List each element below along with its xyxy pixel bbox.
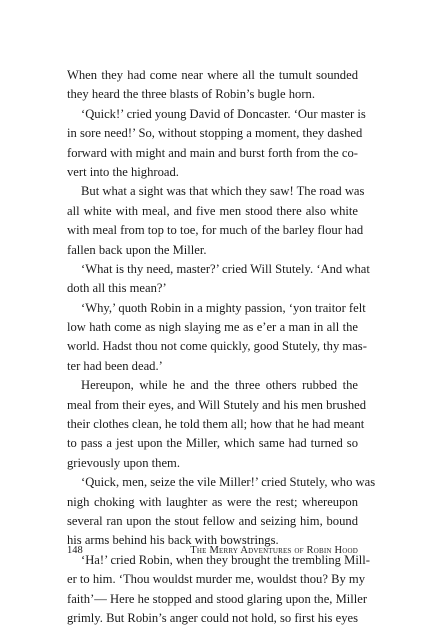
text-line: forward with might and main and burst forth from the co- bbox=[67, 145, 358, 160]
text-line: er to him. ‘Thou wouldst murder me, wouldst thou? By my bbox=[67, 572, 366, 587]
text-line: ‘Quick, men, seize the vile Miller!’ cried Stutely, who was bbox=[81, 475, 376, 490]
text-line: grimly. But Robin’s anger could not hold, so first his eyes bbox=[67, 610, 358, 625]
text-line: low hath come as nigh slaying me as e’er a man in all the bbox=[67, 320, 358, 335]
text-line: grievously upon them. bbox=[67, 455, 180, 470]
text-line: their clothes clean, he told them all; how that he had meant bbox=[67, 417, 365, 432]
text-line: ‘Why,’ quoth Robin in a mighty passion, ‘yon traitor felt bbox=[81, 300, 366, 315]
text-line: fallen back upon the Miller. bbox=[67, 242, 207, 257]
text-line: Hereupon, while he and the three others rubbed the bbox=[81, 378, 358, 393]
text-line: ‘Quick!’ cried young David of Doncaster. ‘Our master is bbox=[81, 106, 366, 121]
text-line: several ran upon the stout fellow and seizing him, bound bbox=[67, 513, 358, 528]
text-line: faith’— Here he stopped and stood glaring upon the, Miller bbox=[67, 591, 368, 606]
text-line: nigh choking with laughter as were the rest; whereupon bbox=[67, 494, 358, 509]
page-number: 148 bbox=[67, 545, 83, 556]
text-line: ‘Ha!’ cried Robin, when they brought the trembling Mill- bbox=[81, 552, 371, 567]
text-line: with meal from top to toe, for much of the barley flour had bbox=[67, 223, 364, 238]
text-line: all white with meal, and five men stood there also white bbox=[67, 203, 358, 218]
running-title: The Merry Adventures of Robin Hood bbox=[190, 545, 358, 556]
text-line: But what a sight was that which they saw! The road was bbox=[81, 184, 365, 199]
text-line: ‘What is thy need, master?’ cried Will Stutely. ‘And what bbox=[81, 261, 370, 276]
text-line: in sore need!’ So, without stopping a moment, they dashed bbox=[67, 126, 363, 141]
body-text bbox=[67, 66, 376, 628]
text-line: world. Hadst thou not come quickly, good Stutely, thy mas- bbox=[67, 339, 367, 354]
text-line: vert into the highroad. bbox=[67, 164, 179, 179]
text-line: his arms behind his back with bowstrings. bbox=[67, 533, 279, 548]
page-footer bbox=[67, 545, 358, 556]
text-line: doth all this mean?’ bbox=[67, 281, 167, 296]
text-line: they heard the three blasts of Robin’s bugle horn. bbox=[67, 87, 315, 102]
text-line: ter had been dead.’ bbox=[67, 358, 163, 373]
text-line: When they had come near where all the tumult sounded bbox=[67, 68, 358, 82]
text-line: meal from their eyes, and Will Stutely and his men brushed bbox=[67, 397, 366, 412]
text-line: to pass a jest upon the Miller, which same had turned so bbox=[67, 436, 358, 451]
